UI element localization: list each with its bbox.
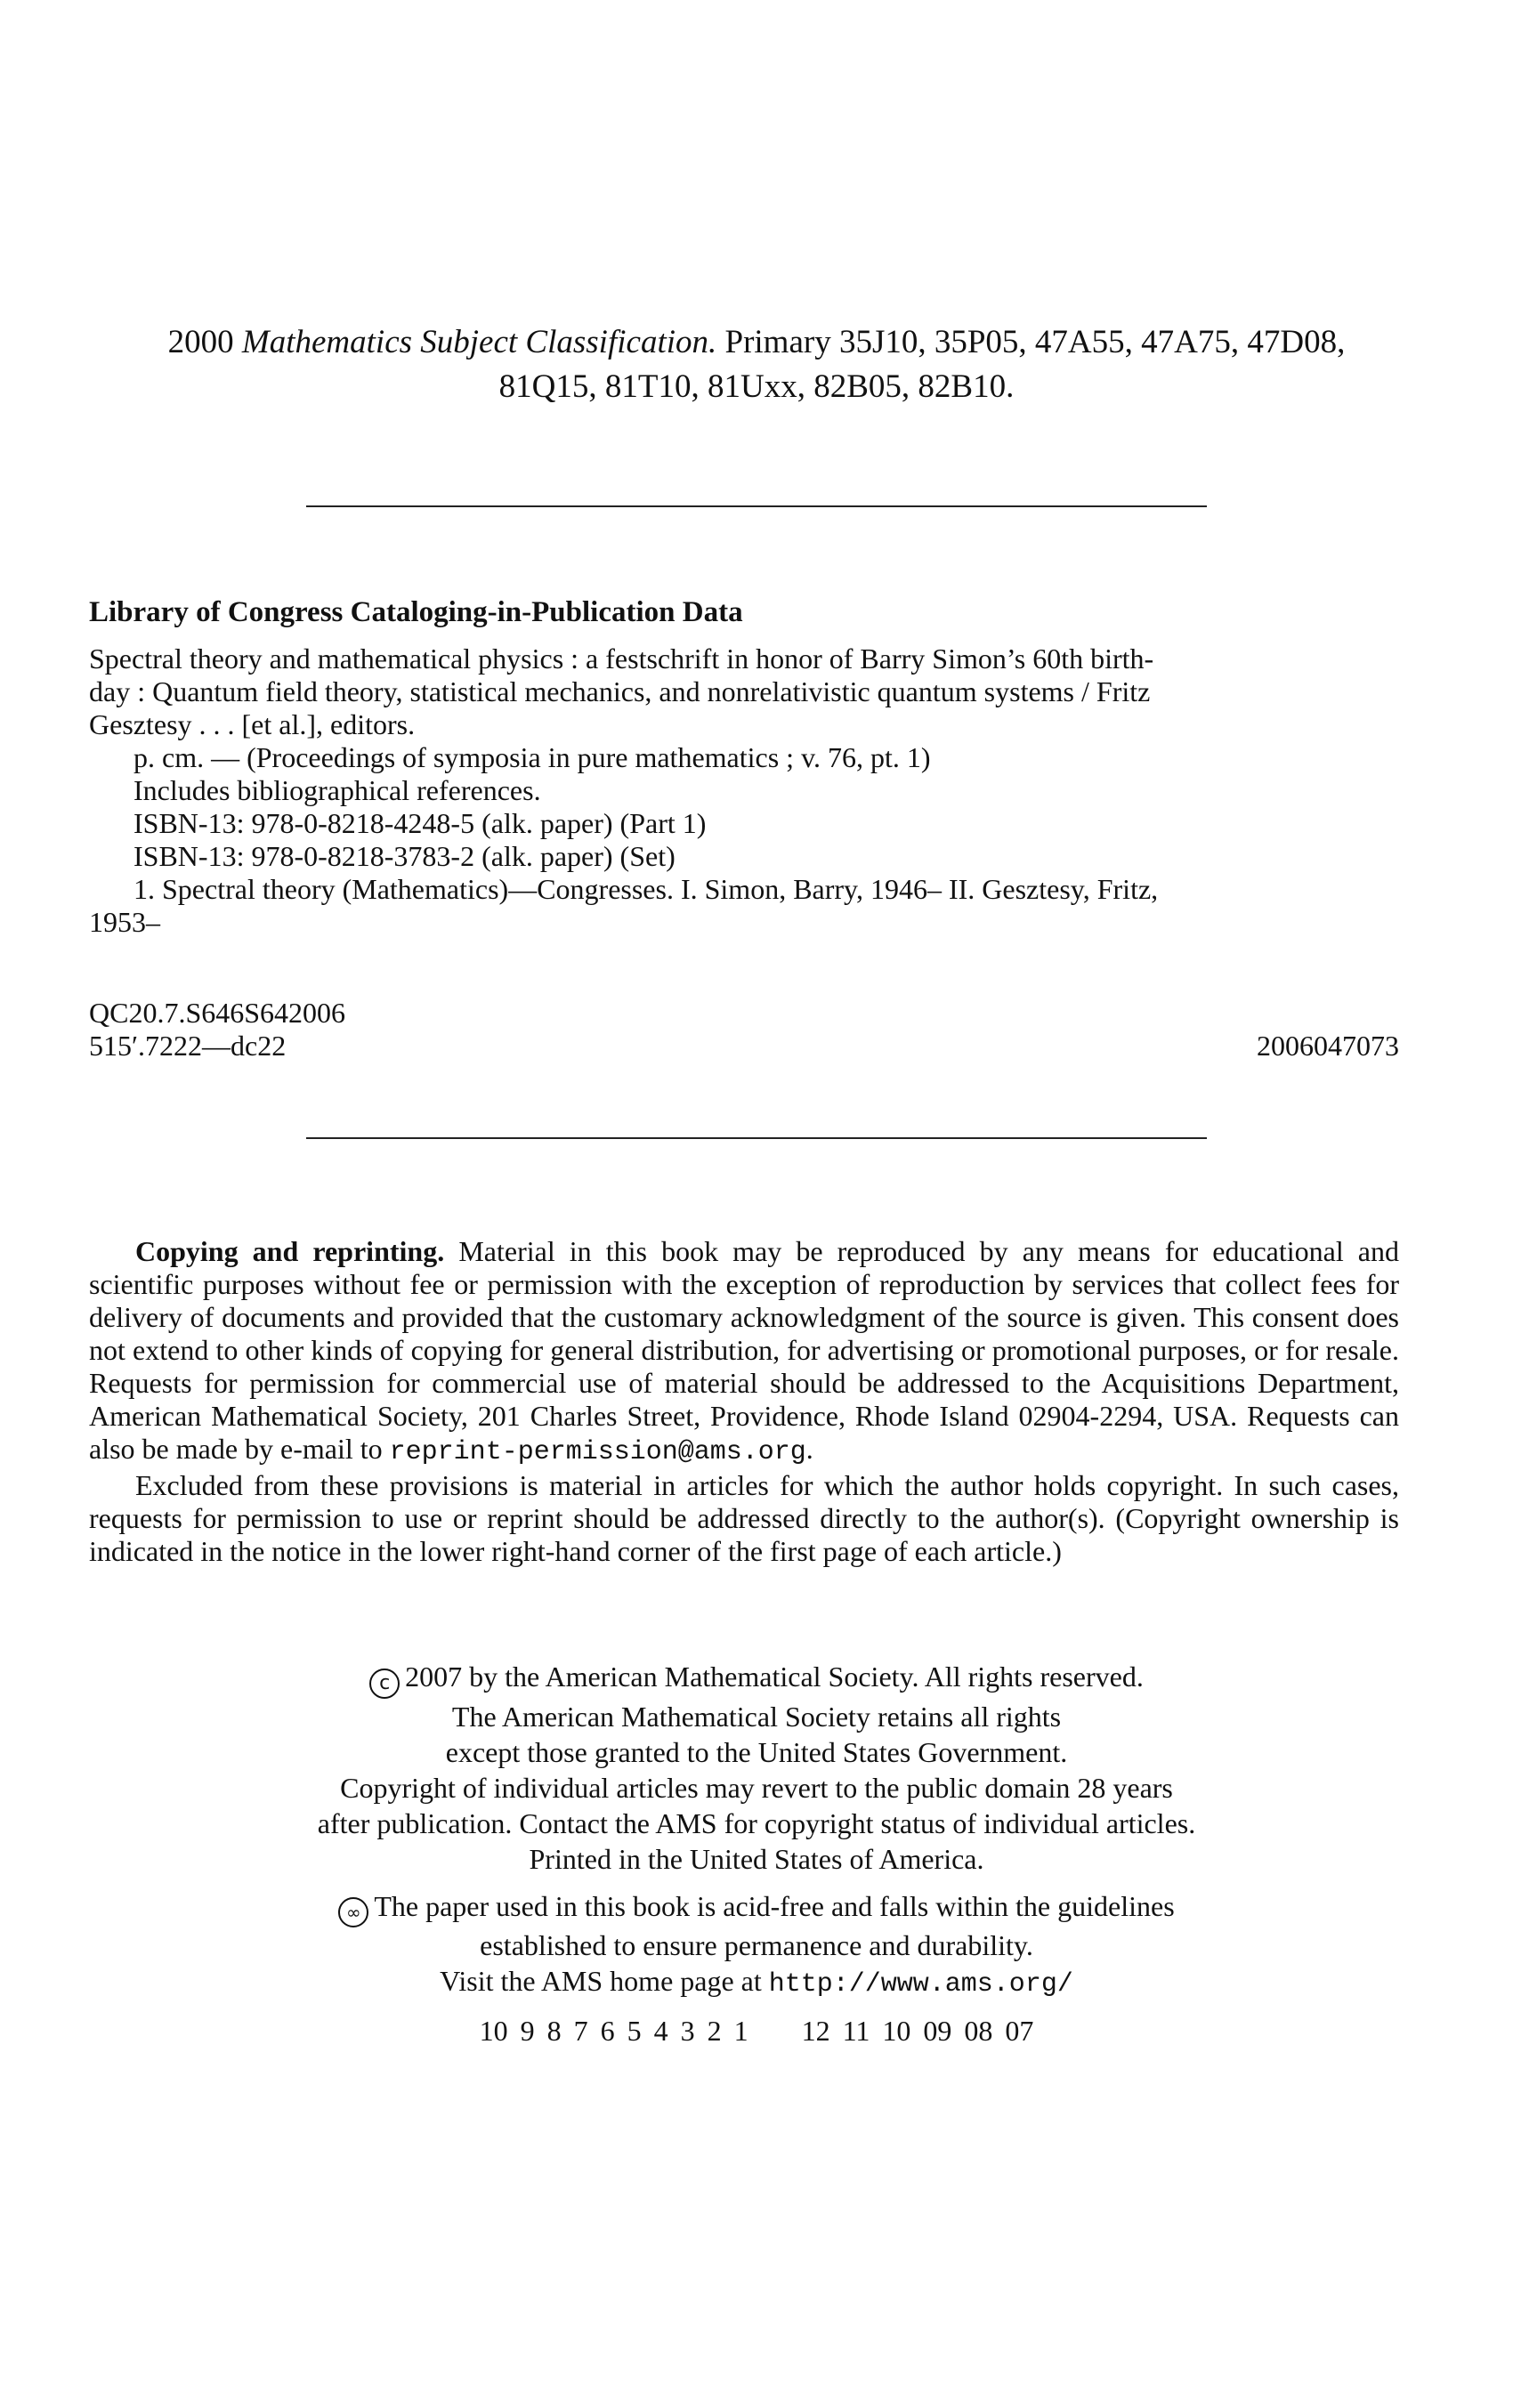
cip-series: p. cm. — (Proceedings of symposia in pure mathematics ; v. 76, pt. 1): [134, 741, 931, 773]
msc-primary-codes: Primary 35J10, 35P05, 47A55, 47A75, 47D08,: [724, 324, 1346, 360]
cip-isbn: ISBN-13: 978-0-8218-3783-2 (alk. paper) (Set): [134, 840, 676, 872]
cip-subjects: 1. Spectral theory (Mathematics)—Congresses. I. Simon, Barry, 1946– II. Gesztesy, Fritz,: [134, 873, 1159, 905]
copying-paragraph: Copying and reprinting. Material in this book may be reproduced by any means for educational and scientific purposes without fee or permission with the exception of reproduction by services that collect fees for delivery of documents and provided that the customary acknowledgment of the source is given. This consent does not extend to other kinds of copying for general distribution, for advertising or promotional purposes, or for resale. Requests for permission for commercial use of material should be addressed to the Acquisitions Department, American Mathematical Society, 201 Charles Street, Providence, Rhode Island 02904-2294, USA. Requests can also be made by e-mail to reprint-permission@ams.org.: [89, 1235, 1400, 1467]
permission-email-link[interactable]: reprint-permission@ams.org: [389, 1437, 806, 1467]
copyright-line: after publication. Contact the AMS for copyright status of individual articles.: [317, 1807, 1196, 1839]
call-numbers: [89, 997, 1399, 1063]
copyright-notice: [89, 1659, 1424, 1877]
msc-year: 2000: [167, 324, 234, 360]
divider-rule: [306, 1137, 1207, 1139]
excluded-paragraph: Excluded from these provisions is material in articles for which the author holds copyright. In such cases, requests for permission to use or reprint should be addressed directly to the author(s). (Copyright ownership is indicated in the notice in the lower right-hand corner of the first page of each article.): [89, 1469, 1399, 1567]
copying-lead: Copying and reprinting.: [135, 1235, 445, 1267]
paper-notice: [89, 1888, 1424, 2002]
msc-line-1: [89, 320, 1424, 365]
printing-years: 12 11 10 09 08 07: [801, 2015, 1034, 2047]
lc-year: 2006: [288, 997, 346, 1029]
msc-label: Mathematics Subject Classification.: [241, 324, 717, 360]
copyright-icon: c: [369, 1669, 400, 1699]
printing-line: [89, 2013, 1424, 2048]
lc-call: QC20.7.S646S64: [89, 997, 289, 1029]
copyright-line: except those granted to the United States Government.: [445, 1736, 1068, 1768]
paper-line: ∞ The paper used in this book is acid-free and falls within the guidelines: [89, 1888, 1424, 1927]
ams-homepage-link[interactable]: http://www.ams.org/: [768, 1969, 1073, 2000]
infinity-icon: ∞: [338, 1897, 368, 1927]
paper-line: established to ensure permanence and durability.: [480, 1929, 1033, 1961]
copyright-line: The American Mathematical Society retains all rights: [451, 1701, 1062, 1733]
homepage-line: Visit the AMS home page at http://www.ams.org/: [440, 1965, 1073, 2000]
cip-title-line: Spectral theory and mathematical physics : a festschrift in honor of Barry Simon’s 60th birth-: [89, 642, 1154, 675]
divider-rule: [306, 505, 1207, 507]
cip-title-line: day : Quantum field theory, statistical mechanics, and nonrelativistic quantum systems / Fritz: [89, 675, 1151, 707]
cip-data-block: [89, 594, 1399, 939]
copyright-line: c 2007 by the American Mathematical Society. All rights reserved.: [89, 1659, 1424, 1699]
cip-isbn: ISBN-13: 978-0-8218-4248-5 (alk. paper) (Part 1): [134, 807, 707, 839]
impression-numbers: 10 9 8 7 6 5 4 3 2 1: [479, 2015, 748, 2047]
copying-notice: [89, 1235, 1399, 1568]
subject-classification: [89, 320, 1424, 409]
cip-subjects: 1953–: [89, 906, 160, 938]
dewey-row: [89, 1030, 1399, 1063]
cip-bibliography: Includes bibliographical references.: [134, 774, 541, 806]
cip-heading: Library of Congress Cataloging-in-Publication Data: [89, 596, 743, 628]
copying-text: Material in this book may be reproduced by any means for educational and scientific purposes without fee or permission with the exception of reproduction by services that collect fees for delivery of documents and provided that the customary acknowledgment of the source is given. This consent does not extend to other kinds of copying for general distribution, for advertising or promotional purposes, or for resale. Requests for permission for commercial use of material should be addressed to the Acquisitions Department, American Mathematical Society, 201 Charles Street, Providence, Rhode Island 02904-2294, USA. Requests can also be made by e-mail to: [89, 1235, 1400, 1465]
copyright-line: Copyright of individual articles may revert to the public domain 28 years: [340, 1772, 1173, 1804]
dewey-number: 515′.7222—dc22: [89, 1030, 287, 1062]
msc-line-2: 81Q15, 81T10, 81Uxx, 82B05, 82B10.: [498, 368, 1015, 405]
lccn: 2006047073: [1257, 1030, 1399, 1062]
copyright-line: Printed in the United States of America.: [529, 1843, 984, 1875]
lc-call-number: [89, 997, 1399, 1030]
cip-title-line: Gesztesy . . . [et al.], editors.: [89, 708, 416, 740]
